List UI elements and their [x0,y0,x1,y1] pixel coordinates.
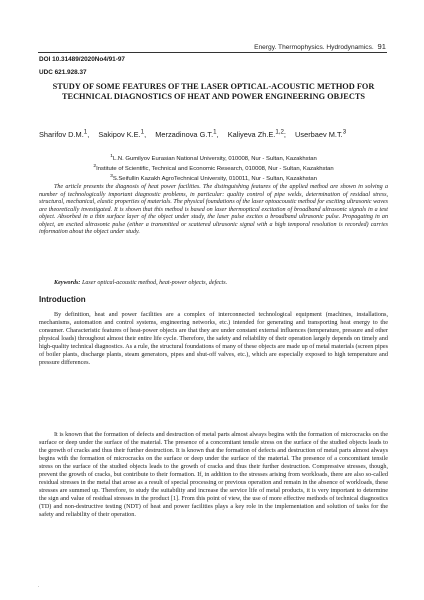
affiliation-1: $^1$L.N. Gumilyov Eurasian National University, 010008, Nur - Sultan, Kazakhstan [110,154,317,162]
journal-name: Energy. Thermophysics. Hydrodynamics. [254,44,374,51]
section-heading-introduction: Introduction [39,295,86,304]
abstract: The article presents the diagnosis of heat power facilities. The distinguishing features of the applied method are shown in solving a number of technologically important diagnostic problems, in particular: quality control of pipe welds, determination of residual stress, structural, mechanical, elastic properties of materials. The physical foundations of the laser optoacoustic method for exciting ultrasonic waves are theoretically investigated. It is shown that this method is based on laser thermoptical excitation of broadband ultrasonic signals in a test object. Absorbed in a thin surface layer of the object under study, the laser pulse excites a broadband ultrasonic pulse. Propagating in an object, an excited ultrasonic pulse (either a transmitted or scattered ultrasonic signal with a high temporal resolution is recorded) carries information about the object under study. [39,184,388,235]
affiliation-3: $^3$S.Seifullin Kazakh AgroTechnical University, 010011, Nur - Sultan, Kazakhstan [110,174,317,182]
keywords-text: Laser optical-acoustic method, heat-power objects, defects. [81,280,228,286]
author-name: Userbaev M.T.$^3$ [295,129,347,140]
author-name: Kaliyeva Zh.E.$^{1,2}$; [227,129,286,140]
page-number: 91 [377,42,386,51]
running-header [254,42,386,51]
body-paragraph: It is known that the formation of defects and destruction of metal parts almost always begins with the formation of microcracks on the surface or deep under the surface of the material. The presence of a concomitant tensile stress on the surface of the studied objects leads to the growth of cracks and thus their further destruction. It is known that the formation of defects and destruction of metal parts almost always begins with the formation of microcracks on the surface or deep under the surface of the material. The presence of a concomitant tensile stress on the surface of the studied objects leads to the growth of cracks and thus their further destruction. Compressive stresses, though, prevent the growth of cracks, but contribute to their formation. If, in addition to the stresses arising from workloads, there are also so-called residual stresses in the metal that arose as a result of special processing or previous operation and remain in the absence of workloads, these stresses are summed up. Therefore, to study the suitability and increase the service life of metal products, it is very important to determine the sign and value of residual stresses in the product [1]. From this point of view, the use of more effective methods of technical diagnostics (TD) and non-destructive testing (NDT) of heat and power facilities plays a key role in the implementation and solution of tasks for the safety and reliability of their operation. [39,431,388,518]
author-name: Merzadinova G.T.$^1$, [155,129,219,140]
keywords-label: Keywords: [54,280,81,286]
author-list [39,129,388,139]
body-paragraph: By definition, heat and power facilities are a complex of interconnected technological equipment (machines, installations, mechanisms, automation and control systems, engineering networks, etc.) intended for generating and transporting heat energy to the consumer. Characteristic features of heat-power objects are that they are under constant external influences (temperature, pressure and other physical loads) throughout almost their entire life cycle. Therefore, the safety and reliability of their operation largely depends on timely and high-quality technical diagnostics. As a rule, the structural foundations of many of these objects are made up of metal materials (screen pipes of boiler plants, discharge plants, steam generators, pipes and shut-off valves, etc.), which are especially exposed to high temperature and pressure differences. [39,311,388,366]
doi-line[interactable]: DOI 10.31489/2020No4/91-97 [39,56,125,63]
author-name: Sakipov K.E.$^1$, [98,129,147,140]
affiliation-2: $^2$Institute of Scientific, Technical and Economic Research, 010008, Nur - Sultan, Kazakhstan [93,164,334,172]
keywords [39,280,388,286]
footer-mark: . [38,583,40,589]
author-name: Sharifov D.M.$^1$, [39,129,90,140]
header-divider [38,52,387,53]
udc-line: UDC 621.928.37 [39,69,87,76]
paper-title: STUDY OF SOME FEATURES OF THE LASER OPTICAL-ACOUSTIC METHOD FOR TECHNICAL DIAGNOSTICS OF HEAT AND POWER ENGINEERING OBJECTS [52,82,375,102]
